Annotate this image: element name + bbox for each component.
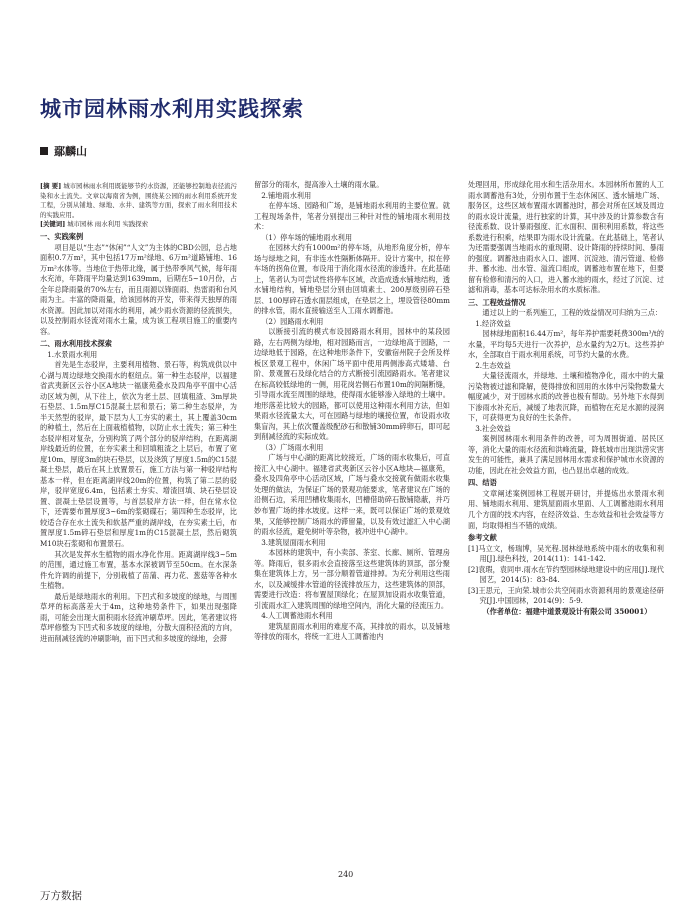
- watermark: 万方数据: [40, 890, 82, 902]
- reference-item: [2]袁瑕，袁同申.雨水在节约型园林绿地建设中的应用[J].现代园艺，2014(5)：83-84.: [468, 564, 664, 585]
- paragraph: 通过以上的一系列施工，工程的效益情况可归纳为三点：: [482, 308, 663, 318]
- subsection-heading: 1.水景雨水利用: [47, 349, 98, 359]
- reference-item: [3]王思元，王向荣.城市公共空间雨水资源利用的景观途径研究[J].中国园林，2014(9)：5-9.: [468, 585, 664, 606]
- paragraph: 文章阐述案例园林工程展开研讨，并提炼出水景雨水利用、铺地雨水利用、建筑屋面雨水里面、人工调蓄池雨水利用几个方面的技术内容，在经济效益、生态效益和社会效益等方面，均取得相当不错的成绩。: [468, 488, 664, 530]
- paragraph: 以断接引流的模式布设园路雨水利用，园林中的某段园路，左右两侧为绿地，相对园路而言，一边绿地高于园路，一边绿地低于园路，在这种地形条件下，安徽宿州院子会所及样板区景观工程中，休闲广场平面中使用两侧渗高式矮墙、台阶、景观置石及绿化结合的方式断接引流园路雨水。笔者建议在标高较低绿地的一侧，用花岗岩侧石布置10m的间隔断缝，引导雨水流至周围的绿地，使得雨水能够渗入绿地的土壤中。地形落差比较大的园路，都可以使用这种雨水利用方法，但如果雨水径流量太大，可在园路与绿地的壤接位置，布设雨水收集盲沟，其上依次覆盖级配砂石和散铺30mm碎卵石，即可起到削减径流的实际成效。: [254, 327, 450, 442]
- paragraph: 项目是以“生态”“休闲”“人文”为主体的CBD公园，总占地面积0.7万m²，其中包括17万m²绿地、6万m²道路铺地、16万m²水体等。当地位于热带北缘，属于热带季风气候，每年雨水充沛，年降雨平均量达到1639mm，后期在5~10月份，占全年总降雨量的70%左右，而且雨源以锋面雨、热雷雨和台风雨为主。丰富的降雨量，给该园林的开发，带来得天独厚的雨水资源。因此加以对雨水的利用，减少雨水资源的径流损失，以及控制雨水径流对雨水土量，成为该工程项目施工的重要内容。: [40, 242, 237, 336]
- square-bullet-icon: [40, 147, 48, 155]
- page-number: 240: [338, 870, 354, 879]
- paragraph: 广场与中心湖的距离比较接近，广场的雨水收集后，可直接汇入中心湖中。福建省武夷新区云谷小区A地块—福康苑，叠水及四角亭中心活动区域，广场与叠水交接就有做雨水收集处理的做法，为保证广场的景观功能要求，笔者建议在广场的沿侧石边，采用凹槽收集雨水，凹槽借助碎石散铺隐蔽，并巧妙布置广场的排水坡度。这样一来，既可以保证广场的景观效果，又能够控制广场雨水的滞留量，以及有效过滤汇入中心湖的雨水径流，避免树叶等杂物，被冲进中心湖中。: [254, 453, 450, 537]
- paragraph: 处理回用，形成绿化用水和生活杂用水。本园林所布置的人工雨水调蓄池有3处，分别布置于生态休闲区、透水铺地广场、服务区，这些区域布置雨水调蓄池时，都会对所在区域及周边的雨水设计流量，进行独家的计算，其中涉及的计算参数含有径流系数、设计暴雨强度、汇水面积、面积利用系数，将这些系数进行积乘，结果即为雨水设计流量。在此基础上，笔者认为还需要强调当地雨水的重现期、设计降雨的持续时间、暴雨的强度。调蓄池由雨水入口、滤网、沉淀池、清污管道、检修井、蓄水池、出水管、溢流口组成，调蓄池布置在地下，但要留有检修和清污的入口，进入蓄水池的雨水，经过了沉淀、过滤和消毒，基本可达标杂用水的水质标准。: [468, 180, 664, 295]
- author-affiliation: （作者单位：福建中道景观设计有限公司 350001）: [482, 606, 652, 616]
- references-heading: 参考文献: [468, 533, 497, 543]
- subsection-heading: （2）园路雨水利用: [261, 316, 324, 326]
- column-3: [468, 180, 664, 617]
- column-1: [40, 182, 237, 644]
- abstract-tag: [摘 要]: [40, 182, 62, 190]
- paragraph: 在停车场、园路和广场，是铺地雨水利用的主要位置。就工程现场条件，笔者分别提出三种针对性的铺地雨水利用技术：: [254, 201, 450, 232]
- subsection-heading: （1）停车场的铺地雨水利用: [261, 232, 353, 242]
- paragraph: 留部分的雨水，提高渗入土壤的雨水量。: [254, 180, 384, 189]
- paragraph: 其次是发挥水生植物的雨水净化作用。距离湖岸线3~5m的范围，通过施工布置，基本水深被调节至50cm。在水深条件允许调的前提下，分别栽植了苗蒲、再力花、葱菇等各种水生植物。: [40, 549, 237, 591]
- section-heading: 三、工程效益情况: [468, 297, 526, 307]
- subsection-heading: （3）广场雨水利用: [261, 442, 324, 452]
- keywords-text: 城市园林 雨水利用 实践探索: [67, 220, 149, 229]
- paragraph: 最后是绿地雨水的利用。下凹式和多坡度的绿地，与周围草坪的标高落差大于4m，这种地势条件下，如果出现强降雨，可能会出现大面积雨水径流冲刷草坪。因此，笔者建议将草坪修整为下凹式和多坡度的绿地，分散大面积径流的方向，进而削减径流的冲刷影响，而下凹式和多坡度的绿地，会滞: [40, 591, 237, 643]
- keywords-tag: [关键词]: [40, 220, 66, 229]
- abstract: [40, 182, 237, 220]
- paper-title: 城市园林雨水利用实践探索: [40, 97, 304, 121]
- subsection-heading: 2.生态效益: [475, 360, 511, 370]
- section-heading: 二、雨水利用技术探索: [40, 339, 112, 349]
- subsection-heading: 3.建筑屋面雨水利用: [261, 537, 326, 547]
- author-name: 鄢麟山: [54, 145, 87, 158]
- paragraph: 首先是生态驳岸，主要利用植物、景石等，构筑成供以中心湖与周边绿地交换雨水的枢纽点。第一种生态驳岸，以福建省武夷新区云谷小区A地块一福康苑叠水及四角亭平面中心活动区域为例，从下往上，依次为老土层、回填粗渣、3m厚块石垫层、1.5m厚C15混凝土层和景石；第二种生态驳岸，为半天然型的驳岸，最下层为人工夯实的素土，其上覆盖30cm的种植土，然后在上面栽植植物，以防止水土流失；第三种生态驳岸相对复杂，分别构筑了两个部分的驳岸结构，在距离湖岸线最近的位置，在夯实素土和回填粗渣之上层后，布置了宽度10m、厚度3m的块石垫层，以及浇筑了厚度1.5m的C15混凝土垫层，最后在其上放置景石，施工方法与第一种驳岸结构基本一样，但在距离湖岸线20m的位置，构筑了第二层的驳岸，驳岸宽度6.4m，包括素土夯实、增渣回填、块石垫层设置、混凝土垫层设置等，与首层驳岸方法一样，但在常水位下，还需要布置厚度3~6m的浆砌碟石；第四种生态驳岸，比较适合存在水土流失和软基严重的湖岸线，在夯实素土后，布置厚度1.5m碎石垫层和厚度1m的C15混凝土层，然后砌筑M10块石浆砌和布置景石。: [40, 360, 237, 548]
- paragraph: 园林绿地面积16.44万m²，每年养护需要耗费300m³/t的水量，平均每5天进行一次养护，总水量约为2万t。这些养护水，全部取自于雨水利用系统，可节约大量的水费。: [468, 329, 664, 360]
- subsection-heading: 1.经济效益: [475, 318, 511, 328]
- keywords: [40, 220, 237, 230]
- paragraph: 在园林大约有1000m²的停车场，从地形角度分析，停车场与绿地之间，有非连水性隔断体隔开。设计方案中，拟在停车场的拐角位置，布设用于消化雨水径流的渗透井。在此基础上，笔者认为可尝试性将停车区域，改造成透水铺地结构，透水铺地结构，铺地垫层分别由回填素土、200厚级别碎石垫层、100厚碎石透水面层组成，在垫层之上，埋设管径80mm的排水管，雨水直接输送至人工雨水调蓄池。: [254, 243, 450, 316]
- subsection-heading: 2.铺地雨水利用: [261, 190, 312, 200]
- reference-item: [1]马立文，杨瑞博，吴光程.园林绿地系统中雨水的收集和利用[J].绿色科技，2014(11)：141-142.: [468, 543, 664, 564]
- subsection-heading: 4.人工调蓄池雨水利用: [261, 611, 333, 621]
- author: [40, 143, 87, 159]
- paragraph: 本园林的建筑中，有小卖部、茶室、长廊、厕所、管理房等。降雨后，很多雨水会直接落至这些建筑体的顶部，部分聚集在建筑体上方，另一部分顺着管道排掉。为充分利用这些雨水，以及减缓排水管道的径流排放压力，这些建筑体的顶部，需要进行改造：将布置屋顶绿化；在屋顶加设雨水收集管道，引流雨水汇入建筑周围的绿地空间内，消化大量的径流压力。: [254, 548, 450, 610]
- abstract-text: 城市园林雨水利用既能够节约水资源，还能够控制地表径流污染和水土流失。文章以海南省为例，围绕某公园的雨水利用系统开发工程，分别从铺地、绿地、水井、建筑等方面，探索了雨水利用技术的实践应用。: [40, 182, 237, 219]
- column-2: [254, 180, 450, 643]
- paragraph: 案例园林雨水利用条件的改善，可为周围街道、居民区等，消化大量的雨水径流和洪峰流量，降低城市出现洪涝灾害发生的可能性，兼具了满足园林用水需求和保护城市水资源的功能，因此在社会效益方面，也凸显出卓越的成效。: [468, 434, 664, 475]
- paragraph: 大量径流雨水，并绿地、土壤和植物净化，雨水中的大量污染物被过滤和降解，使得排放和回用的水体中污染物数量大幅度减少，对于园林水质的改善也极有帮助。另外地下水得到下渗雨水补充后，减缓了地表沉降，而植物在充足水源的浸润下，可获得更为良好的生长条件。: [468, 371, 664, 423]
- paragraph: 建筑屋面雨水利用的难度不高，其排放的雨水，以及铺地等排放的雨水，将统一汇进人工调蓄池内: [254, 621, 450, 642]
- subsection-heading: 3.社会效益: [475, 423, 511, 433]
- reference-list: [468, 544, 664, 607]
- section-heading: 四、结语: [468, 478, 497, 488]
- section-heading: 一、实践案例: [40, 232, 84, 242]
